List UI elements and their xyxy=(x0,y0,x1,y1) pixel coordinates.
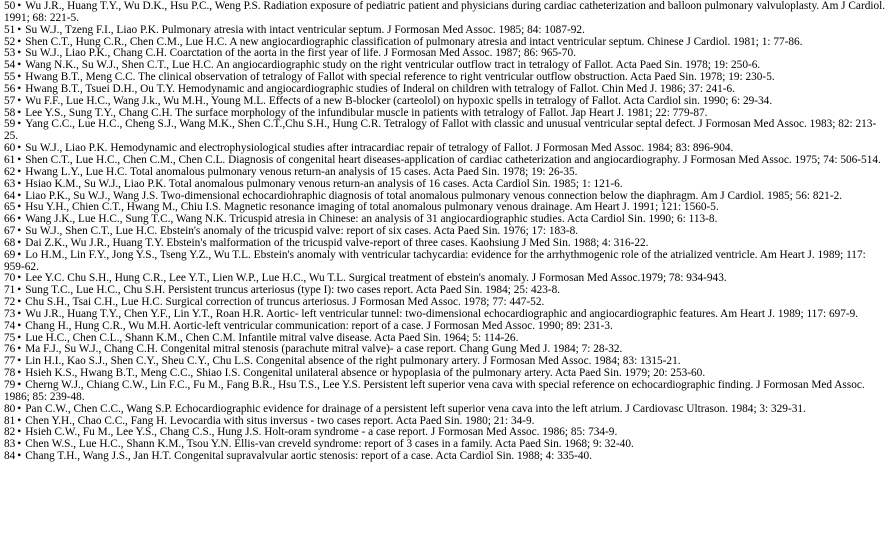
reference-bullet: • xyxy=(17,189,22,202)
reference-bullet: • xyxy=(17,177,22,190)
reference-item xyxy=(4,1,889,25)
reference-bullet: • xyxy=(17,106,22,119)
reference-bullet: • xyxy=(17,426,22,439)
reference-citation: Wang J.K., Lue H.C., Sung T.C., Wang N.K. Tricuspid atresia in Chinese: an analysis of 31 angiocardiographic studies. Acta Cardiol Sin. 1990; 6: 113-8. xyxy=(25,213,718,226)
reference-bullet: • xyxy=(17,225,22,238)
reference-citation: Lin H.I., Kao S.J., Shen C.Y., Sheu C.Y., Chu L.S. Congenital absence of the right pulmonary artery. J Formosan Med Assoc. 1984; 83: 1315-21. xyxy=(25,355,681,368)
reference-number: 67 xyxy=(4,225,16,238)
reference-bullet: • xyxy=(17,248,22,261)
reference-number: 54 xyxy=(4,59,16,72)
reference-citation: Cherng W.J., Chiang C.W., Lin F.C., Fu M., Fang B.R., Hsu T.S., Lee Y.S. Persistent left superior vena cava with special reference on echocardiographic finding. J Formosan Med Assoc. 1986; 85: 239-48. xyxy=(4,379,865,403)
reference-number: 75 xyxy=(4,331,16,344)
reference-number: 76 xyxy=(4,343,16,356)
reference-citation: Su W.J., Liao P.K. Hemodynamic and electrophysiological studies after intracardiac repair of tetralogy of Fallot. J Formosan Med Assoc. 1984; 83: 896-904. xyxy=(25,142,734,155)
reference-citation: Su W.J., Shen C.T., Lue H.C. Ebstein's anomaly of the tricuspid valve: report of six cases. Acta Paed Sin. 1976; 17: 183-8. xyxy=(25,225,579,238)
reference-citation: Lee Y.C. Chu S.H., Hung C.R., Lee Y.T., Lien W.P., Lue H.C., Wu T.L. Surgical treatment of ebstein's anomaly. J Formosan Med Assoc.1979; 78: 934-943. xyxy=(25,272,727,285)
reference-citation: Hsiao K.M., Su W.J., Liao P.K. Total anomalous pulmonary venous return-an analysis of 16 cases. Acta Cardiol Sin. 1985; 1: 121-6. xyxy=(25,177,623,190)
reference-number: 50 xyxy=(4,0,16,12)
reference-item xyxy=(4,250,889,274)
reference-bullet: • xyxy=(17,0,22,12)
reference-bullet: • xyxy=(17,94,22,107)
reference-number: 80 xyxy=(4,402,16,415)
reference-number: 69 xyxy=(4,248,16,261)
reference-number: 58 xyxy=(4,106,16,119)
reference-citation: Hwang L.Y., Lue H.C. Total anomalous pulmonary venous return-an analysis of 15 cases. Acta Paed Sin. 1978; 19: 26-35. xyxy=(25,165,578,178)
reference-citation: Wu F.F., Lue H.C., Wang J.k., Wu M.H., Young M.L. Effects of a new B-blocker (carteolol) on hypoxic spells in tetralogy of Fallot. Acta Cardiol sin. 1990; 6: 29-34. xyxy=(25,94,773,107)
reference-citation: Wu J.R., Huang T.Y., Chen Y.F., Lin Y.T., Roan H.R. Aortic- left ventricular tunnel: two-dimensional echocardiographic and angiocardiographic features. Am Heart J. 1989; 117: 697-9. xyxy=(25,307,859,320)
reference-bullet: • xyxy=(17,296,22,309)
reference-bullet: • xyxy=(17,71,22,84)
reference-citation: Liao P.K., Su W.J., Wang J.S. Two-dimensional echocardiohraphic diagnosis of total anomalous pulmonary venous connection below the diaphragm. Am J Cardiol. 1985; 56: 821-2. xyxy=(25,189,843,202)
reference-page xyxy=(4,1,889,463)
reference-citation: Hsieh C.W., Fu M., Lee Y.S., Chang C.S., Hung J.S. Holt-oram syndrome - a case report. J Formosan Med Assoc. 1986; 85: 734-9. xyxy=(25,426,618,439)
reference-citation: Hwang B.T., Tsuei D.H., Ou T.Y. Hemodynamic and angiocardiographic studies of Inderal on children with tetralogy of Fallot. Chin Med J. 1986; 37: 241-6. xyxy=(25,82,736,95)
reference-number: 60 xyxy=(4,142,16,155)
reference-bullet: • xyxy=(17,153,22,166)
reference-citation: Lo H.M., Lin F.Y., Jong Y.S., Tseng Y.Z., Wu T.L. Ebstein's anomaly with ventricular tachycardia: evidence for the arrhythmogenic role of the atrialized ventricle. Am Heart J. 1989; 117: 959-62. xyxy=(4,248,866,273)
reference-bullet: • xyxy=(17,355,22,368)
reference-citation: Chen Y.H., Chao C.C., Fang H. Levocardia with situs inversus - two cases report. Acta Paed Sin. 1980; 21: 34-9. xyxy=(25,414,535,427)
reference-number: 73 xyxy=(4,307,16,320)
reference-citation: Shen C.T., Lue H.C., Chen C.M., Chen C.L. Diagnosis of congenital heart diseases-application of cardiac catheterization and angiocardiography. J Formosan Med Assoc. 1975; 74: 506-514. xyxy=(25,153,881,166)
reference-number: 59 xyxy=(4,118,16,131)
reference-bullet: • xyxy=(17,331,22,344)
reference-bullet: • xyxy=(17,438,22,451)
reference-citation: Chang T.H., Wang J.S., Jan H.T. Congenital supravalvular aortic stenosis: report of a case. Acta Cardiol Sin. 1988; 4: 335-40. xyxy=(25,450,593,463)
reference-citation: Chang H., Hung C.R., Wu M.H. Aortic-left ventricular communication: report of a case. J Formosan Med Assoc. 1990; 89: 231-3. xyxy=(25,319,613,332)
reference-citation: Hsieh K.S., Hwang B.T., Meng C.C., Shiao I.S. Congenital unilateral absence or hypoplasia of the pulmonary artery. Acta Paed Sin. 1979; 20: 253-60. xyxy=(25,367,706,380)
reference-number: 72 xyxy=(4,296,16,309)
reference-citation: Wu J.R., Huang T.Y., Wu D.K., Hsu P.C., Weng P.S. Radiation exposure of pediatric patient and physicians during cardiac catheterization and balloon pulmonary valvuloplasty. Am J Cardiol. 1991; 68: 221-5. xyxy=(4,0,886,24)
reference-bullet: • xyxy=(17,343,22,356)
reference-bullet: • xyxy=(17,319,22,332)
reference-number: 84 xyxy=(4,450,16,463)
reference-number: 77 xyxy=(4,355,16,368)
reference-bullet: • xyxy=(17,450,22,463)
reference-number: 71 xyxy=(4,284,16,297)
reference-number: 79 xyxy=(4,379,16,391)
reference-citation: Hwang B.T., Meng C.C. The clinical observation of tetralogy of Fallot with special reference to right ventricular outflow obstruction. Acta Paed Sin. 1978; 19: 230-5. xyxy=(25,71,775,84)
reference-number: 56 xyxy=(4,82,16,95)
reference-bullet: • xyxy=(17,272,22,285)
reference-bullet: • xyxy=(17,402,22,415)
reference-citation: Lee Y.S., Sung T.Y., Chang C.H. The surface morphology of the infundibular muscle in patients with tetralogy of Fallot. Jap Heart J. 1981; 22: 779-87. xyxy=(25,106,708,119)
reference-item xyxy=(4,119,889,143)
reference-citation: Dai Z.K., Wu J.R., Huang T.Y. Ebstein's malformation of the tricuspid valve-report of three cases. Kaohsiung J Med Sin. 1988; 4: 316-22. xyxy=(25,236,649,249)
reference-bullet: • xyxy=(17,35,22,48)
reference-bullet: • xyxy=(17,59,22,72)
reference-citation: Wang N.K., Su W.J., Shen C.T., Lue H.C. An angiocardiographic study on the right ventricular outflow tract in tetralogy of Fallot. Acta Paed Sin. 1978; 19: 250-6. xyxy=(25,59,761,72)
reference-number: 68 xyxy=(4,236,16,249)
reference-number: 83 xyxy=(4,438,16,451)
reference-bullet: • xyxy=(17,201,22,214)
reference-citation: Su W.J., Tzeng F.I., Liao P.K. Pulmonary atresia with intact ventricular septum. J Formosan Med Assoc. 1985; 84: 1087-92. xyxy=(25,23,585,36)
reference-number: 65 xyxy=(4,201,16,214)
reference-number: 82 xyxy=(4,426,16,439)
reference-number: 66 xyxy=(4,213,16,226)
reference-number: 70 xyxy=(4,272,16,285)
reference-citation: Lue H.C., Chen C.L., Shann K.M., Chen C.M. Infantile mitral valve disease. Acta Paed Sin. 1964; 5: 114-26. xyxy=(25,331,519,344)
reference-bullet: • xyxy=(17,118,22,131)
reference-number: 78 xyxy=(4,367,16,380)
reference-citation: Chen W.S., Lue H.C., Shann K.M., Tsou Y.N. Ellis-van creveld syndrome: report of 3 cases in a family. Acta Paed Sin. 1968; 9: 32-40. xyxy=(25,438,634,451)
reference-bullet: • xyxy=(17,367,22,380)
reference-bullet: • xyxy=(17,236,22,249)
reference-number: 55 xyxy=(4,71,16,84)
reference-number: 51 xyxy=(4,23,16,36)
reference-item xyxy=(4,451,889,463)
reference-number: 64 xyxy=(4,189,16,202)
reference-citation: Ma F.J., Su W.J., Chang C.H. Congenital mitral stenosis (parachute mitral valve)- a case report. Chang Gung Med J. 1984; 7: 28-32. xyxy=(25,343,623,356)
reference-number: 81 xyxy=(4,414,16,427)
reference-number: 52 xyxy=(4,35,16,48)
reference-bullet: • xyxy=(17,47,22,60)
reference-number: 74 xyxy=(4,319,16,332)
reference-number: 62 xyxy=(4,165,16,178)
reference-citation: Yang C.C., Lue H.C., Cheng S.J., Wang M.K., Shen C.T.,Chu S.H., Hung C.R. Tetralogy of Fallot with classic and unusual ventricular septal defect. J Formosan Med Assoc. 1983; 82: 213-25. xyxy=(4,118,877,143)
reference-citation: Su W.J., Liao P.K., Chang C.H. Coarctation of the aorta in the first year of life. J Formosan Med Assoc. 1987; 86: 965-70. xyxy=(25,47,576,60)
reference-number: 61 xyxy=(4,153,16,166)
reference-bullet: • xyxy=(17,414,22,427)
reference-bullet: • xyxy=(17,82,22,95)
reference-number: 57 xyxy=(4,94,16,107)
reference-number: 63 xyxy=(4,177,16,190)
reference-list xyxy=(4,1,889,463)
reference-citation: Shen C.T., Hung C.R., Chen C.M., Lue H.C. A new angiocardiographic classification of pulmonary atresia and intact ventricular septum. Chinese J Cardiol. 1981; 1: 77-86. xyxy=(25,35,803,48)
reference-item xyxy=(4,380,889,404)
reference-bullet: • xyxy=(17,284,22,297)
reference-bullet: • xyxy=(17,213,22,226)
reference-citation: Chu S.H., Tsai C.H., Lue H.C. Surgical correction of truncus arteriosus. J Formosan Med Assoc. 1978; 77: 447-52. xyxy=(25,296,545,309)
reference-citation: Hsu Y.H., Chien C.T., Hwang M., Chiu I.S. Magnetic resonance imaging of total anomalous pulmonary venous drainage. Am Heart J. 1991; 121: 1560-5. xyxy=(25,201,719,214)
reference-bullet: • xyxy=(17,379,22,391)
reference-bullet: • xyxy=(17,165,22,178)
reference-citation: Pan C.W., Chen C.C., Wang S.P. Echocardiographic evidence for drainage of a persistent left superior vena cava into the left atrium. J Cardiovasc Ultrason. 1984; 3: 329-31. xyxy=(25,402,806,415)
reference-citation: Sung T.C., Lue H.C., Chu S.H. Persistent truncus arteriosus (type I): two cases report. Acta Paed Sin. 1984; 25: 423-8. xyxy=(25,284,561,297)
reference-bullet: • xyxy=(17,307,22,320)
reference-bullet: • xyxy=(17,23,22,36)
reference-number: 53 xyxy=(4,47,16,60)
reference-bullet: • xyxy=(17,142,22,155)
